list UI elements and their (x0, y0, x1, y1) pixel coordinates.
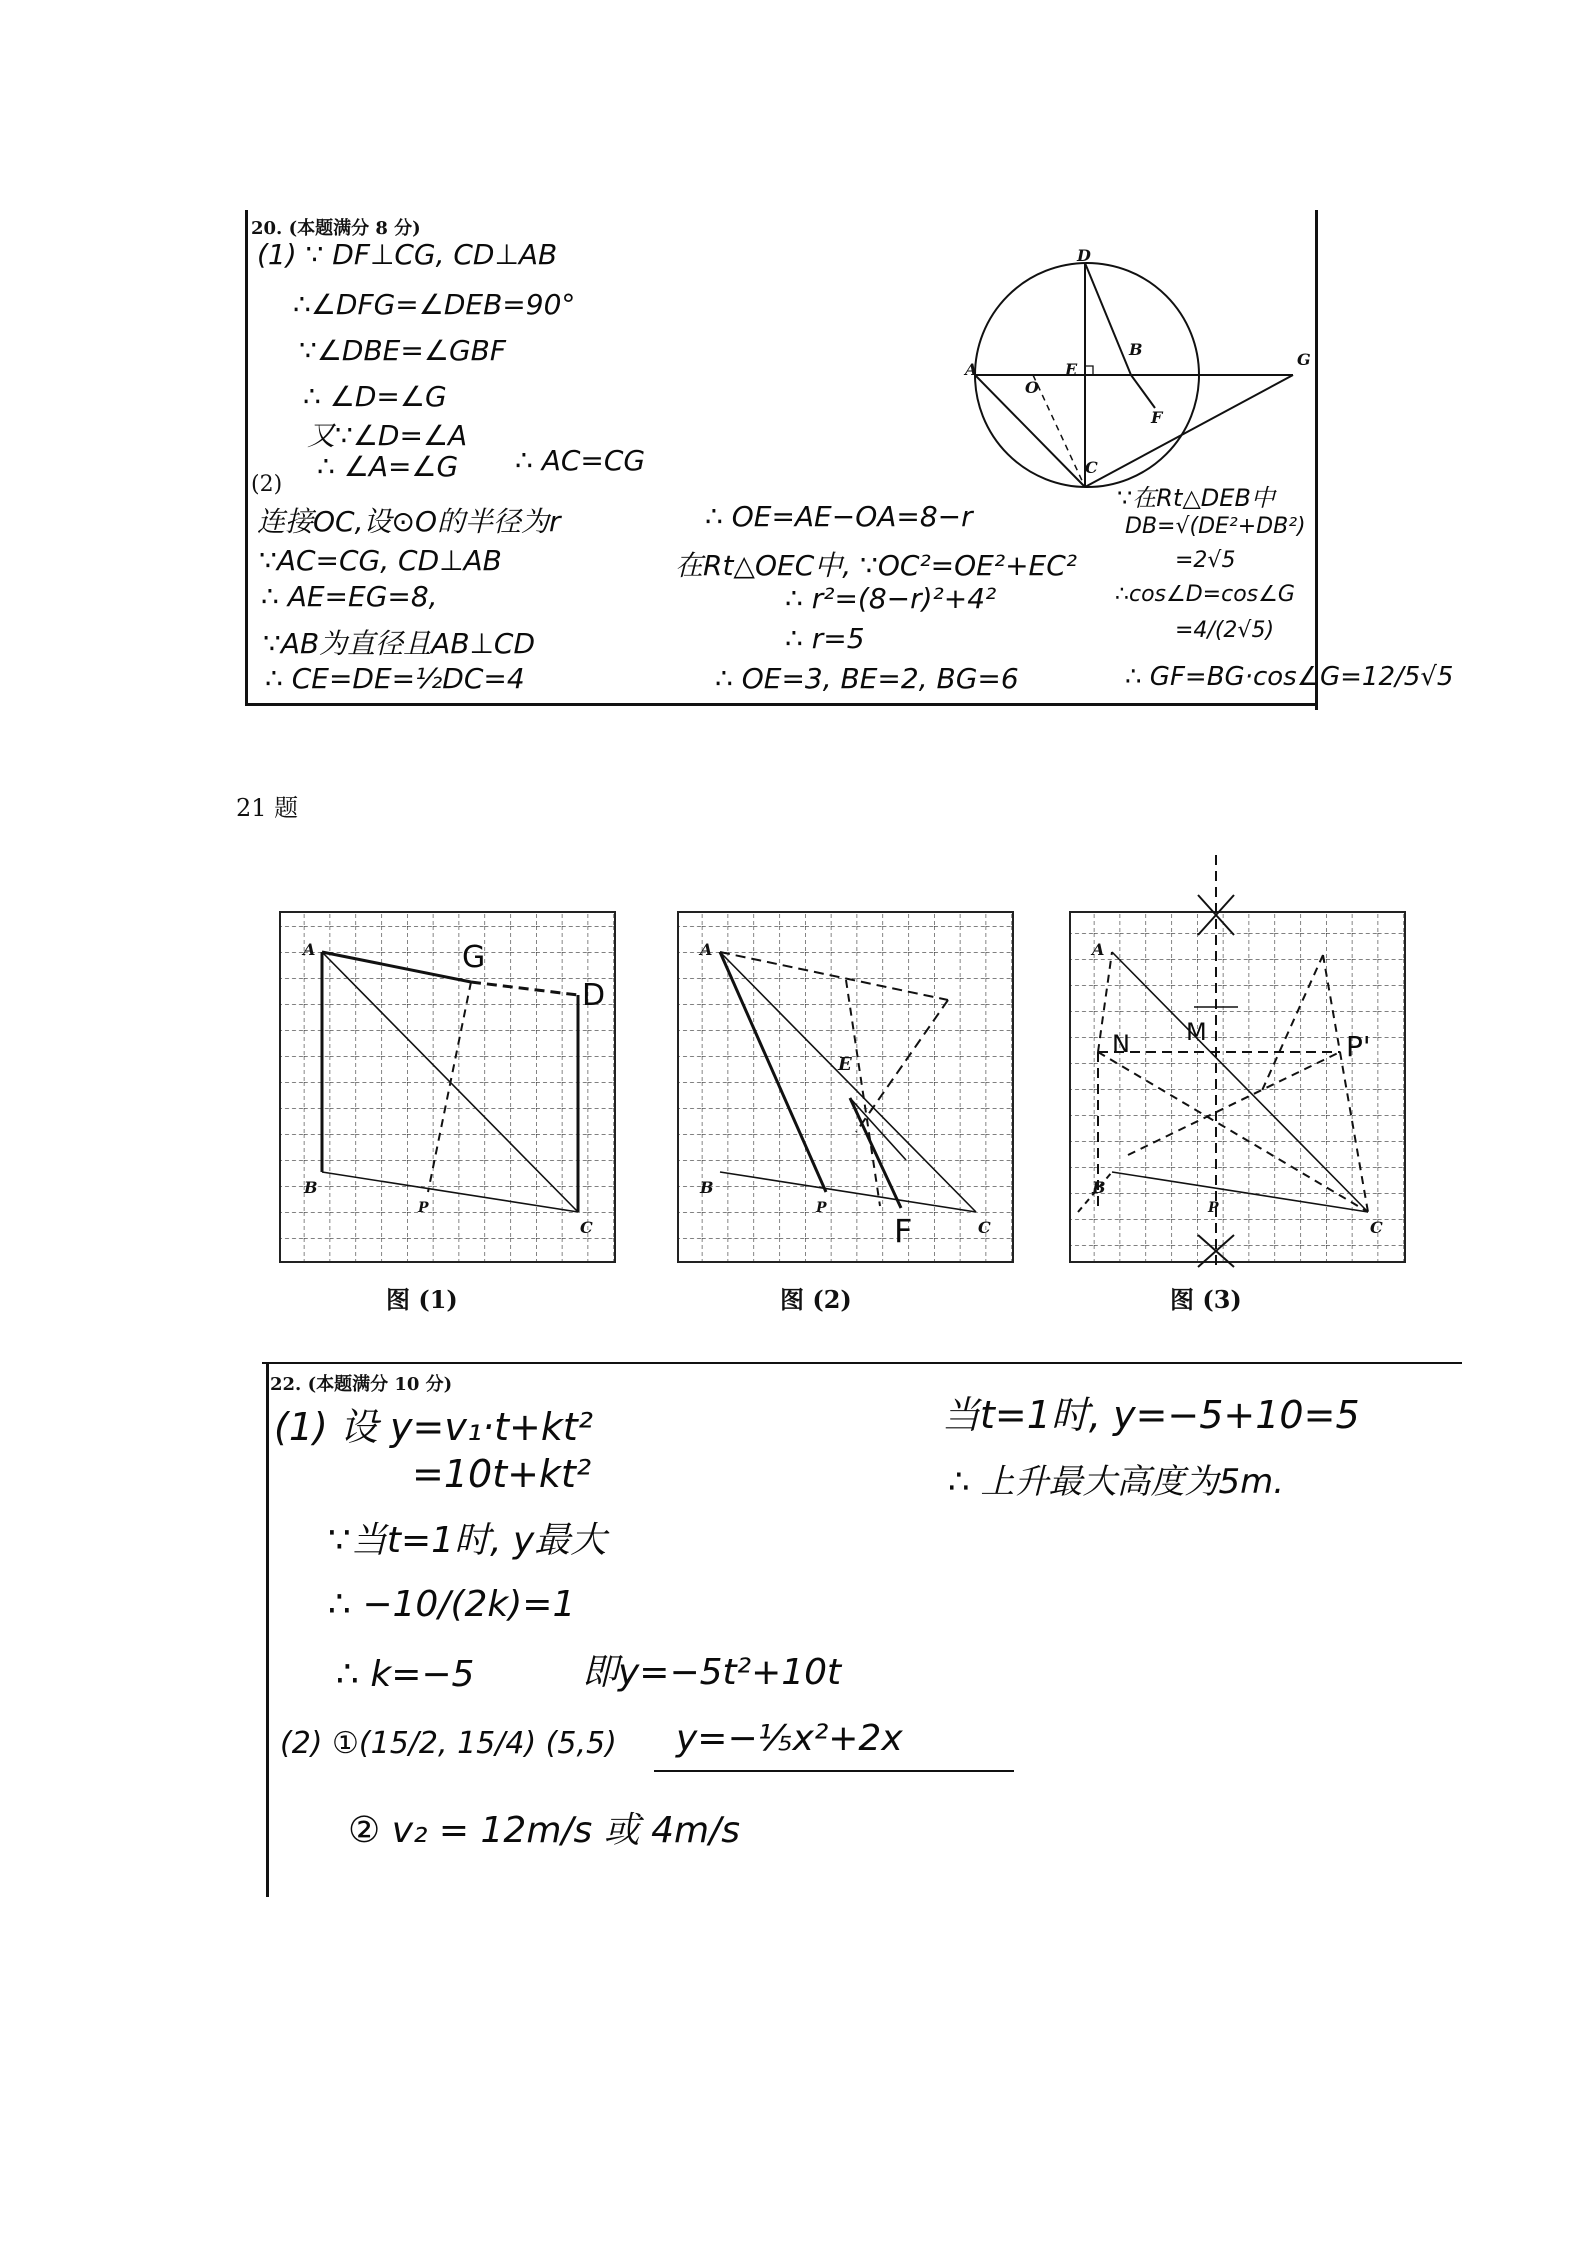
q21-fig3-label-p-prime: P' (1346, 1030, 1371, 1063)
q20-right-5: =4/(2√5) (1175, 618, 1275, 643)
q21-figure-1 (278, 900, 623, 1270)
q21-caption-2: 图 (2) (780, 1285, 852, 1314)
q22-answer-box (262, 1362, 1462, 1902)
q20-line-6: ∴ ∠A=∠G (317, 450, 459, 483)
q20-label-d: D (1077, 246, 1091, 265)
q22-answer-underline (654, 1770, 1014, 1772)
q21-fig2-label-f: F (894, 1212, 913, 1250)
q20-right-border (1315, 210, 1318, 710)
q20-part2-label: (2) (251, 472, 283, 497)
q21-fig3-label-a: A (1092, 940, 1105, 959)
q22-line-7: ② v₂ = 12m/s 或 4m/s (348, 1810, 741, 1851)
q22-line-4: ∴ −10/(2k)=1 (328, 1584, 576, 1625)
q22-line-6: (2) ①(15/2, 15/4) (5,5) (280, 1726, 617, 1761)
q22-line-2: =10t+kt² (412, 1452, 592, 1496)
q21-fig2-label-c: C (978, 1218, 991, 1237)
q21-caption-1: 图 (1) (386, 1285, 458, 1314)
q20-label-a: A (965, 360, 978, 379)
q20-right-2: DB=√(DE²+DB²) (1125, 514, 1306, 539)
q20-line-11: ∵AB为直径且AB⊥CD (263, 627, 536, 660)
q20-label-c: C (1085, 458, 1098, 477)
q21-fig2-label-a: A (700, 940, 713, 959)
q22-right-2: ∴ 上升最大高度为5m. (948, 1462, 1284, 1502)
q22-top-border (262, 1362, 1462, 1364)
q21-fig1-label-c: C (580, 1218, 593, 1237)
q21-fig2-label-e: E (838, 1054, 852, 1075)
q20-mid-1: ∴ OE=AE−OA=8−r (705, 500, 973, 533)
q21-fig3-label-n: N (1112, 1030, 1130, 1058)
q22-line-3: ∵当t=1时, y最大 (328, 1520, 607, 1561)
q20-mid-4: ∴ r=5 (785, 622, 865, 655)
q20-right-1: ∵在Rt△DEB中 (1117, 484, 1275, 512)
q21-fig2-label-p: P (816, 1200, 827, 1216)
q21-title: 21 题 (236, 794, 299, 822)
q21-fig1-label-p: P (418, 1200, 429, 1216)
q22-header: 22. (本题满分 10 分) (270, 1374, 453, 1395)
q20-ac-cg: ∴ AC=CG (515, 444, 646, 477)
q20-final: ∴ GF=BG·cos∠G=12/5√5 (1125, 662, 1454, 692)
q20-label-g: G (1297, 350, 1311, 369)
q22-left-border (266, 1362, 269, 1897)
q20-mid-3: ∴ r²=(8−r)²+4² (785, 582, 997, 615)
q20-line-5: 又∵∠D=∠A (307, 419, 468, 452)
q22-extra-1: 即y=−5t²+10t (582, 1652, 842, 1693)
q20-line-12: ∴ CE=DE=½DC=4 (265, 662, 525, 695)
q20-label-b: B (1129, 340, 1143, 359)
q20-bottom-border (245, 703, 1318, 706)
q21-fig3-label-b: B (1092, 1178, 1106, 1197)
q22-line-5: ∴ k=−5 (336, 1654, 475, 1695)
q21-fig3-label-c: C (1370, 1218, 1383, 1237)
q20-label-o: O (1025, 378, 1039, 397)
q21-fig1-label-a: A (303, 940, 316, 959)
q22-extra-2: y=−⅕x²+2x (676, 1718, 903, 1759)
q20-mid-5: ∴ OE=3, BE=2, BG=6 (715, 662, 1019, 695)
q21-fig2-label-b: B (700, 1178, 714, 1197)
q20-header: 20. (本题满分 8 分) (251, 218, 421, 239)
q20-label-e: E (1065, 360, 1078, 379)
q20-right-4: ∴cos∠D=cos∠G (1115, 582, 1295, 607)
q20-answer-box (245, 210, 1454, 710)
q20-label-f: F (1151, 408, 1163, 427)
q21-fig1-label-b: B (304, 1178, 318, 1197)
q20-line-4: ∴ ∠D=∠G (303, 380, 447, 413)
q20-line-3: ∵∠DBE=∠GBF (299, 334, 506, 367)
q20-line-9: ∵AC=CG, CD⊥AB (259, 544, 502, 577)
q20-left-border (245, 210, 248, 705)
q21-fig1-label-g: G (462, 940, 486, 975)
q22-right-1: 当t=1时, y=−5+10=5 (942, 1393, 1360, 1437)
q20-line-10: ∴ AE=EG=8, (261, 580, 438, 613)
q20-line-2: ∴∠DFG=∠DEB=90° (293, 288, 576, 321)
q21-caption-3: 图 (3) (1170, 1285, 1242, 1314)
q21-fig3-label-m: M (1186, 1018, 1207, 1046)
q22-line-1: (1) 设 y=v₁·t+kt² (274, 1405, 593, 1449)
q21-fig3-label-p: P (1208, 1200, 1219, 1216)
q20-right-3: =2√5 (1175, 548, 1236, 573)
q21-fig1-label-d: D (582, 978, 606, 1013)
q20-line-1: (1) ∵ DF⊥CG, CD⊥AB (257, 238, 558, 271)
q20-mid-2: 在Rt△OEC中, ∵OC²=OE²+EC² (675, 549, 1078, 582)
q20-line-8: 连接OC,设⊙O的半径为r (257, 505, 561, 538)
q21-figure-2 (676, 900, 1021, 1270)
